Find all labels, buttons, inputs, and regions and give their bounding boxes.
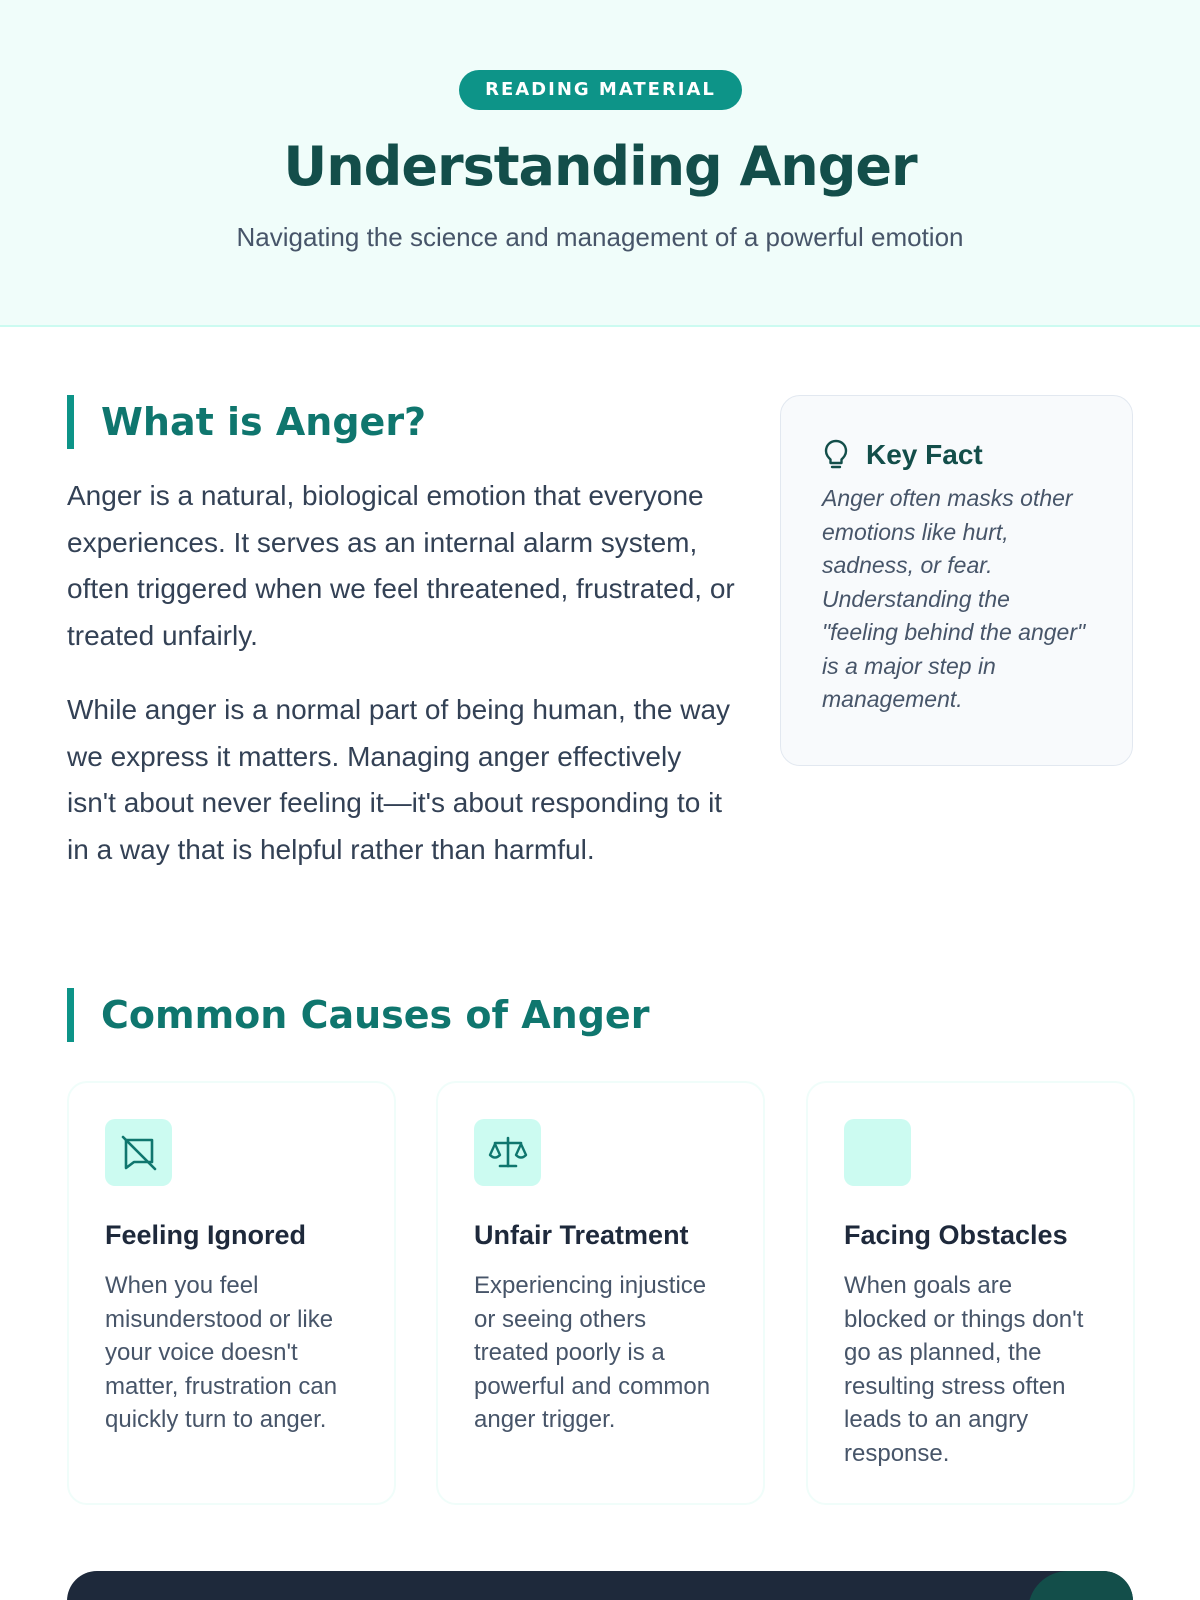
key-fact-header [822,438,1092,472]
banner-accent [1028,1571,1133,1600]
message-off-icon [119,1133,159,1173]
intro-paragraph-2: While anger is a normal part of being human, the way we express it matters. Managing anger effectively isn't about never feeling it—it's about responding to it in a way that is helpful rather than harmful. [67,694,731,865]
page-header [0,0,1200,327]
key-fact-title: Key Fact [866,439,983,470]
page-title: Understanding Anger [283,135,917,198]
cause-card-feeling-ignored [67,1081,396,1505]
card-icon-box [474,1119,541,1186]
cause-card-unfair-treatment [436,1081,765,1505]
category-badge: READING MATERIAL [459,70,742,110]
card-text: Experiencing injustice or seeing others treated poorly is a powerful and common anger trigger. [474,1272,711,1433]
card-title: Feeling Ignored [105,1220,307,1250]
card-text: When you feel misunderstood or like your voice doesn't matter, frustration can quickly turn to anger. [105,1272,338,1433]
card-title: Unfair Treatment [474,1220,689,1250]
card-icon-box [105,1119,172,1186]
dark-banner [67,1571,1133,1600]
cause-card-facing-obstacles [806,1081,1135,1505]
scale-icon [488,1133,528,1173]
lightbulb-icon [822,438,850,472]
key-fact-text: Anger often masks other emotions like hurt, sadness, or fear. Understanding the "feeling behind the anger" is a major step in management. [822,485,1086,712]
key-fact-box [780,395,1133,766]
page-subtitle: Navigating the science and management of a powerful emotion [236,222,964,252]
section-heading-causes: Common Causes of Anger [67,988,649,1042]
card-text: When goals are blocked or things don't go as planned, the resulting stress often leads to an angry response. [844,1272,1084,1467]
card-icon-box [844,1119,911,1186]
section-heading-what-is-anger: What is Anger? [67,395,426,449]
card-title: Facing Obstacles [844,1220,1068,1250]
intro-paragraph-1: Anger is a natural, biological emotion that everyone experiences. It serves as an internal alarm system, often triggered when we feel threatened, frustrated, or treated unfairly. [67,480,735,651]
